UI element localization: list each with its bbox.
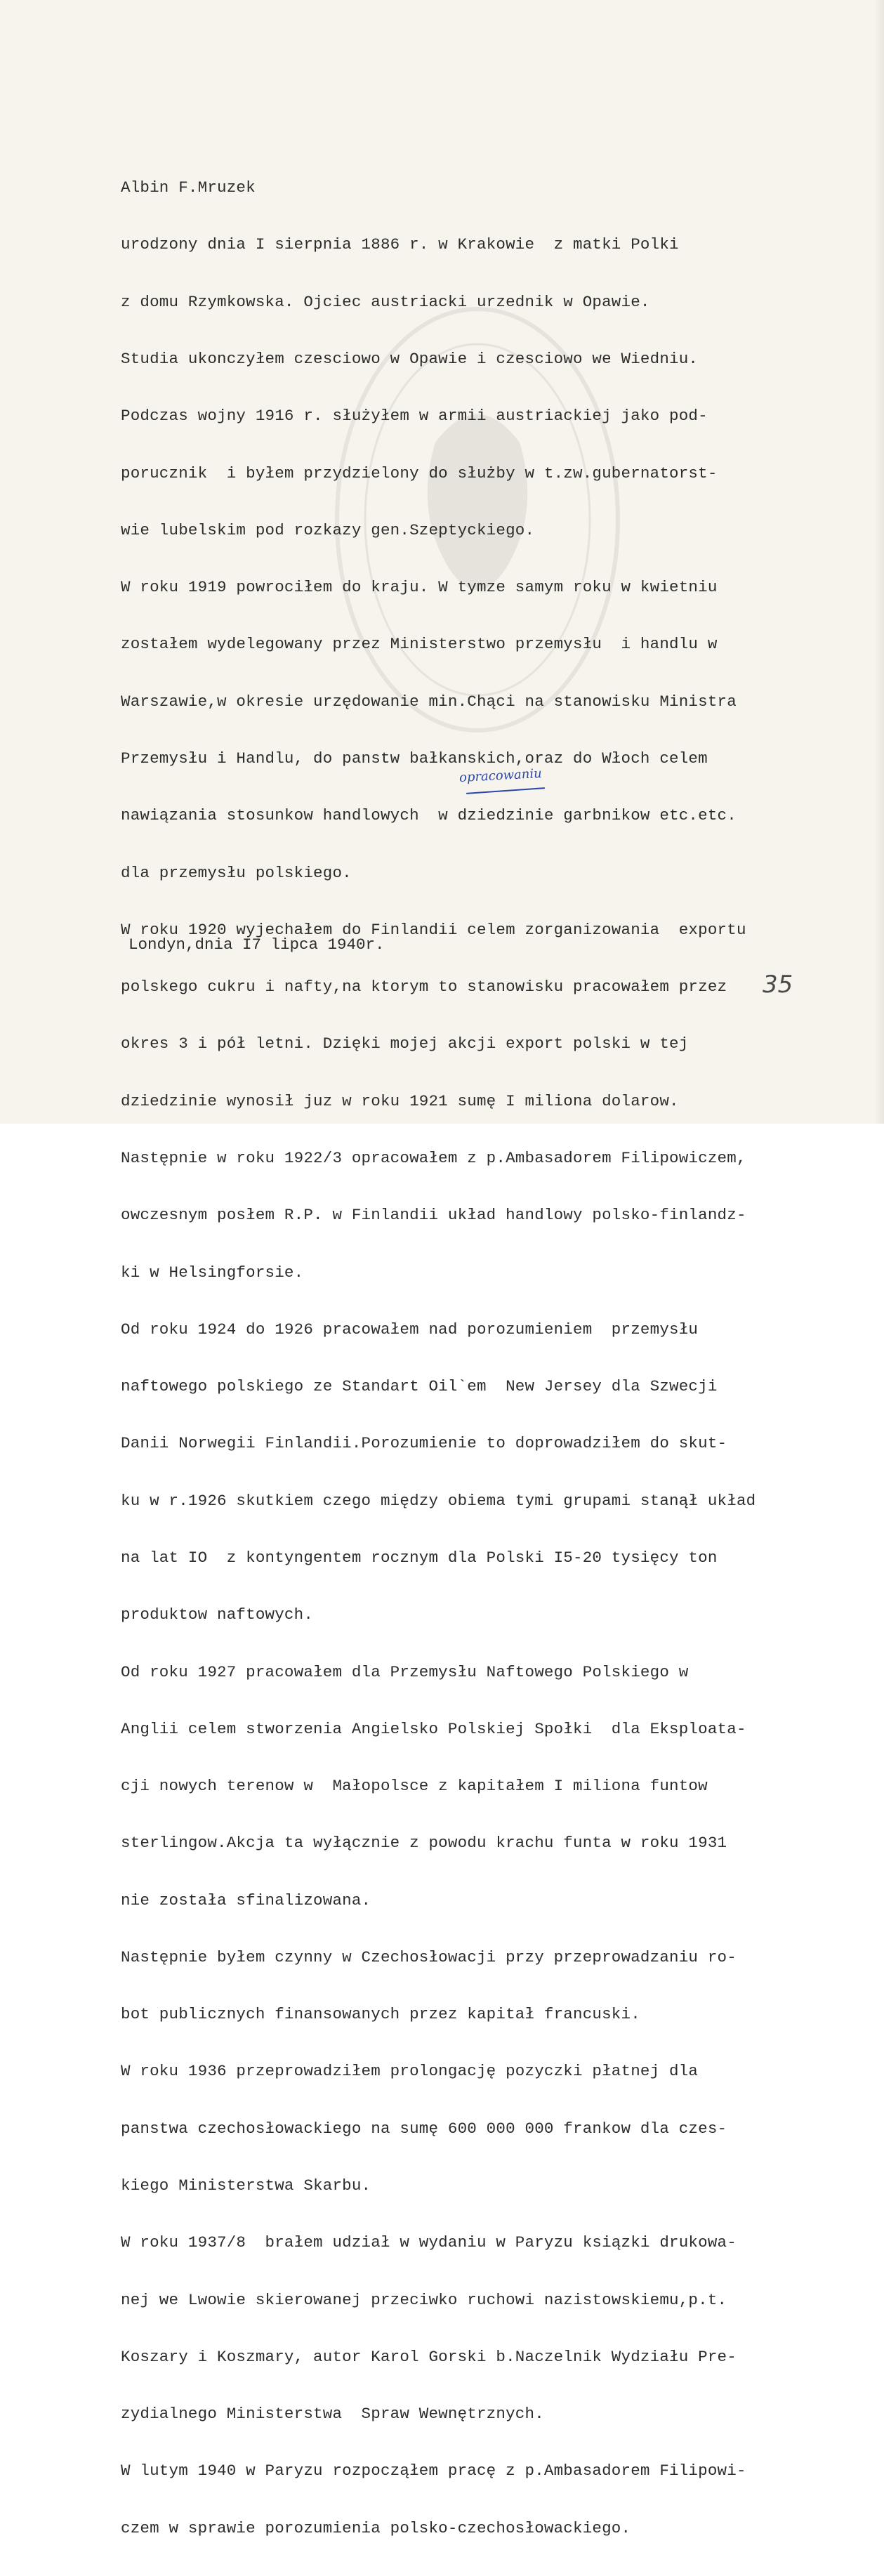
body-line: dziedzinie wynosił juz w roku 1921 sumę I miliona dolarow. [121, 1091, 679, 1110]
body-line: nie została sfinalizowana. [121, 1891, 371, 1910]
body-line: wie lubelskim pod rozkazy gen.Szeptyckiego. [121, 520, 535, 539]
body-line: W roku 1937/8 brałem udział w wydaniu w Paryzu ksiązki drukowa- [121, 2233, 737, 2252]
body-line: Następnie w roku 1922/3 opracowałem z p.Ambasadorem Filipowiczem, [121, 1148, 746, 1167]
place-and-date: Londyn,dnia I7 lipca 1940r. [128, 935, 385, 954]
body-line: Przemysłu i Handlu, do panstw bałkanskich,oraz do Włoch celem [121, 749, 708, 768]
body-line: W roku 1920 wyjechałem do Finlandii celem zorganizowania exportu [121, 920, 746, 939]
body-line: panstwa czechosłowackiego na sumę 600 000 000 frankow dla czes- [121, 2119, 727, 2138]
body-line: Warszawie,w okresie urzędowanie min.Chąci na stanowisku Ministra [121, 692, 737, 711]
body-line: Koszary i Koszmary, autor Karol Gorski b.Naczelnik Wydziału Pre- [121, 2347, 737, 2366]
body-line: sterlingow.Akcja ta wyłącznie z powodu krachu funta w roku 1931 [121, 1834, 727, 1853]
body-line: okres 3 i pół letni. Dzięki mojej akcji export polski w tej [121, 1034, 689, 1053]
body-line: Następnie byłem czynny w Czechosłowacji przy przeprowadzaniu ro- [121, 1947, 737, 1966]
body-line: Danii Norwegii Finlandii.Porozumienie to doprowadziłem do skut- [121, 1434, 727, 1453]
body-line: Od roku 1924 do 1926 pracowałem nad porozumieniem przemysłu [121, 1320, 699, 1339]
body-line: Anglii celem stworzenia Angielsko Polskiej Społki dla Eksploata- [121, 1719, 746, 1738]
body-line: ku w r.1926 skutkiem czego między obiema tymi grupami stanął układ [121, 1491, 756, 1510]
body-line: bot publicznych finansowanych przez kapitał francuski. [121, 2005, 640, 2024]
body-line: porucznik i byłem przydzielony do służby w t.zw.gubernatorst- [121, 464, 718, 482]
body-line: naftowego polskiego ze Standart Oil`em New Jersey dla Szwecji [121, 1377, 718, 1396]
body-line: polskego cukru i nafty,na ktorym to stanowisku pracowałem przez [121, 978, 727, 997]
body-line: produktow naftowych. [121, 1605, 314, 1624]
body-line: czem w sprawie porozumienia polsko-czechosłowackiego. [121, 2518, 631, 2537]
body-line: Od roku 1927 pracowałem dla Przemysłu Naftowego Polskiego w [121, 1662, 689, 1681]
body-line: nej we Lwowie skierowanej przeciwko ruchowi nazistowskiemu,p.t. [121, 2290, 727, 2309]
handwritten-correction: opracowaniu [459, 765, 543, 786]
typed-letter-body [121, 140, 879, 2576]
body-line: zostałem wydelegowany przez Ministerstwo przemysłu i handlu w [121, 635, 718, 654]
body-line: z domu Rzymkowska. Ojciec austriacki urzednik w Opawie. [121, 292, 650, 311]
body-line: Podczas wojny 1916 r. służyłem w armii austriackiej jako pod- [121, 407, 708, 426]
body-line: dla przemysłu polskiego. [121, 863, 352, 882]
body-line: kiego Ministerstwa Skarbu. [121, 2176, 371, 2195]
handwritten-page-number: 35 [763, 971, 793, 999]
body-line: na lat IO z kontyngentem rocznym dla Polski I5-20 tysięcy ton [121, 1548, 718, 1567]
body-line: W roku 1936 przeprowadziłem prolongację pozyczki płatnej dla [121, 2062, 699, 2081]
body-line: Studia ukonczyłem czesciowo w Opawie i czesciowo we Wiedniu. [121, 350, 699, 369]
body-line: W lutym 1940 w Paryzu rozpocząłem pracę z p.Ambasadorem Filipowi- [121, 2462, 746, 2480]
body-line: nawiązania stosunkow handlowych w dziedzinie garbnikow etc.etc. [121, 806, 737, 825]
author-name: Albin F.Mruzek [121, 178, 256, 197]
body-line: zydialnego Ministerstwa Spraw Wewnętrznych. [121, 2405, 544, 2424]
body-line: W roku 1919 powrociłem do kraju. W tymze samym roku w kwietniu [121, 578, 718, 597]
body-line: cji nowych terenow w Małopolsce z kapitałem I miliona funtow [121, 1777, 708, 1796]
body-line: urodzony dnia I sierpnia 1886 r. w Krakowie z matki Polki [121, 235, 679, 254]
body-line: ki w Helsingforsie. [121, 1263, 304, 1282]
body-line: owczesnym posłem R.P. w Finlandii układ handlowy polsko-finlandz- [121, 1206, 746, 1225]
